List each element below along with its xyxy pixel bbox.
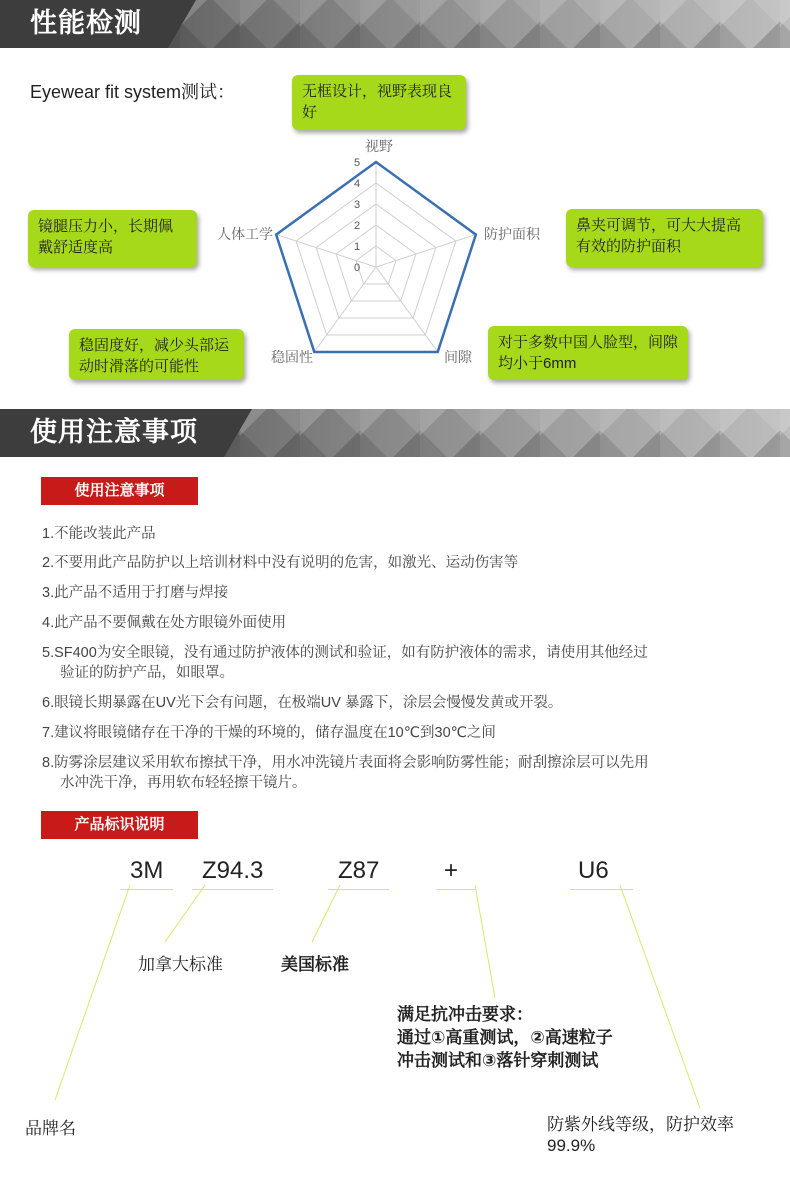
note-5-line-1: 5.SF400为安全眼镜，没有通过防护液体的测试和验证，如有防护液体的需求，请使用其他经过	[42, 645, 648, 661]
label-usa-standard: 美国标准	[281, 955, 349, 974]
radar-spoke-3	[314, 267, 376, 352]
radar-tick-3: 3	[354, 199, 361, 211]
tab-usage-notes: 使用注意事项	[41, 477, 198, 505]
note-8	[42, 753, 762, 793]
leader-canada	[165, 885, 205, 942]
note-5-line-2: 验证的防护产品，如眼罩。	[60, 665, 234, 681]
impact-line-3: 冲击测试和③落针穿刺测试	[397, 1051, 599, 1070]
note-5	[42, 643, 762, 683]
marking-code-z87: Z87	[328, 857, 389, 890]
note-6: 6.眼镜长期暴露在UV光下会有问题，在极端UV 暴露下，涂层会慢慢发黄或开裂。	[42, 695, 563, 711]
note-8-line-1: 8.防雾涂层建议采用软布擦拭干净，用水冲洗镜片表面将会影响防雾性能；耐刮擦涂层可以先用	[42, 755, 649, 771]
radar-spoke-1	[376, 235, 476, 267]
note-8-line-2: 水冲洗干净，再用软布轻轻擦干镜片。	[60, 775, 307, 791]
impact-line-1: 满足抗冲击要求：	[397, 1005, 533, 1024]
label-brand-name: 品牌名	[25, 1119, 76, 1138]
note-4: 4.此产品不要佩戴在处方眼镜外面使用	[42, 615, 287, 631]
callout-protection-area: 鼻夹可调节，可大大提高有效的防护面积	[566, 209, 763, 267]
uv-line-1: 防紫外线等级，防护效率	[547, 1115, 734, 1134]
leader-brand	[55, 885, 130, 1100]
radar-tick-1: 1	[354, 241, 361, 253]
radar-axis-label-wengu: 稳固性	[271, 349, 313, 365]
leader-impact	[475, 885, 495, 998]
section-banner-usage-notes	[0, 409, 790, 457]
radar-axis-label-shiye: 视野	[365, 138, 393, 154]
leader-usa	[312, 885, 340, 942]
tab-product-marking: 产品标识说明	[41, 811, 198, 839]
radar-spoke-2	[376, 267, 438, 352]
callout-gap: 对于多数中国人脸型，间隙均小于6mm	[488, 326, 688, 380]
callout-ergonomics: 镜腿压力小，长期佩戴舒适度高	[28, 210, 197, 267]
radar-tick-5: 5	[354, 157, 361, 169]
label-canada-standard: 加拿大标准	[138, 955, 223, 974]
radar-tick-2: 2	[354, 220, 361, 232]
note-2: 2.不要用此产品防护以上培训材料中没有说明的危害，如激光、运动伤害等	[42, 555, 519, 571]
marking-code-u6: U6	[570, 857, 633, 890]
marking-code-plus: +	[436, 857, 476, 890]
fit-system-title: Eyewear fit system测试：	[30, 82, 236, 102]
note-3: 3.此产品不适用于打磨与焊接	[42, 585, 229, 601]
leader-uv	[620, 885, 700, 1108]
label-uv-rating	[547, 1114, 734, 1156]
section-title-usage-notes: 使用注意事项	[0, 409, 224, 457]
callout-stability: 稳固度好，减少头部运动时滑落的可能性	[69, 329, 244, 380]
marking-code-z943: Z94.3	[192, 857, 273, 890]
note-7: 7.建议将眼镜储存在干净的干燥的环境的，储存温度在10℃到30℃之间	[42, 725, 496, 741]
callout-field-of-view: 无框设计，视野表现良好	[292, 75, 466, 130]
radar-axis-label-jianxi: 间隙	[444, 349, 472, 365]
radar-tick-0: 0	[354, 262, 361, 274]
marking-code-3m: 3M	[120, 857, 173, 890]
radar-tick-4: 4	[354, 178, 361, 190]
label-impact-requirement	[397, 1003, 613, 1072]
section-title-performance: 性能检测	[0, 0, 168, 48]
impact-line-2: 通过①高重测试，②高速粒子	[397, 1028, 613, 1047]
uv-line-2: 99.9%	[547, 1136, 596, 1155]
note-1: 1.不能改装此产品	[42, 526, 156, 542]
radar-axis-label-fanghu: 防护面积	[484, 226, 540, 242]
radar-axis-label-renti: 人体工学	[217, 226, 273, 242]
radar-spoke-4	[276, 235, 376, 267]
